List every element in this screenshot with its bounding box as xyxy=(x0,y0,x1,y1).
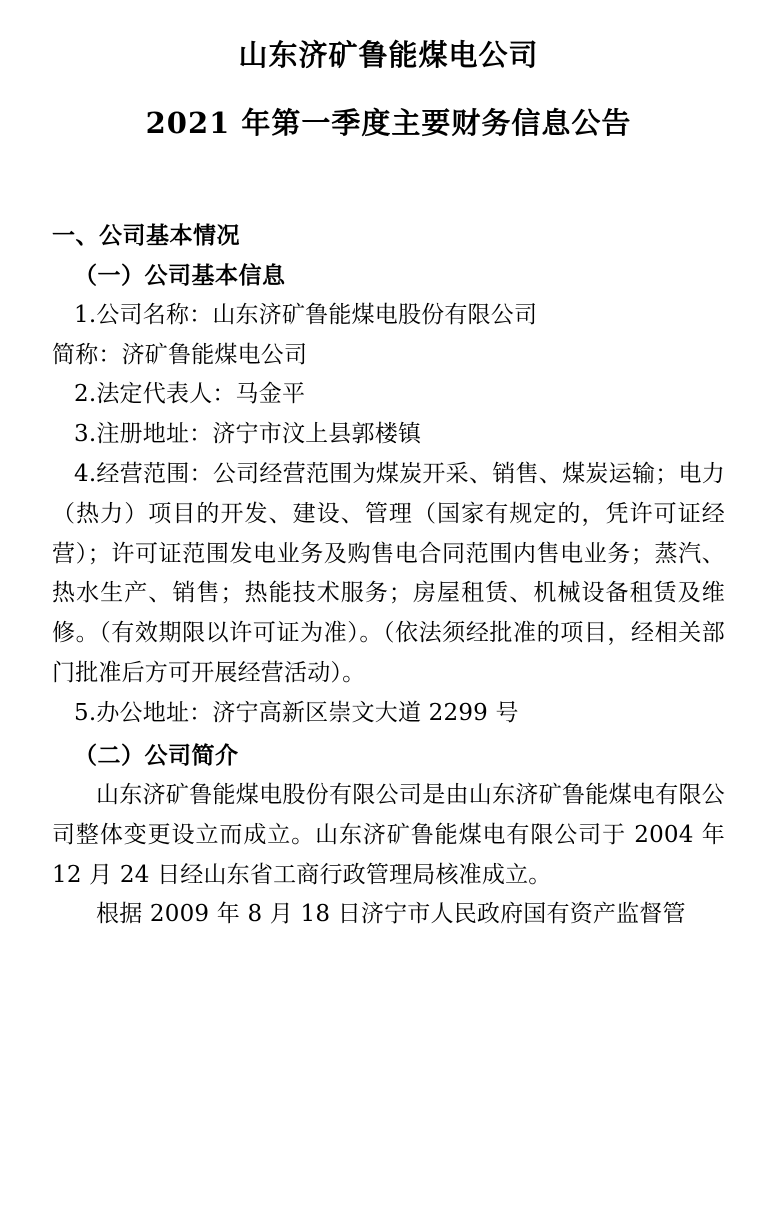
item-company-name: 1.公司名称：山东济矿鲁能煤电股份有限公司 xyxy=(74,301,538,328)
item-company-alias: 简称：济矿鲁能煤电公司 xyxy=(52,341,308,368)
page-title xyxy=(52,40,725,139)
paragraph-sasac-basis: 根据 2009 年 8 月 18 日济宁市人民政府国有资产监督管 xyxy=(96,901,686,928)
section-heading-company-overview: 一、公司基本情况 xyxy=(52,221,240,249)
title-line-1: 山东济矿鲁能煤电公司 xyxy=(238,38,539,72)
paragraph-company-history: 山东济矿鲁能煤电股份有限公司是由山东济矿鲁能煤电有限公司整体变更设立而成立。山东济矿鲁能煤电有限公司于 2004 年 12 月 24 日经山东省工商行政管理局核准成立。 xyxy=(52,781,725,888)
sub-heading-company-basic-info: （一）公司基本信息 xyxy=(74,262,286,290)
title-line-2: 2021 年第一季度主要财务信息公告 xyxy=(145,106,632,141)
item-legal-representative: 2.法定代表人：马金平 xyxy=(74,381,306,408)
item-office-address: 5.办公地址：济宁高新区崇文大道 2299 号 xyxy=(74,699,519,726)
item-business-scope: 4.经营范围：公司经营范围为煤炭开采、销售、煤炭运输；电力（热力）项目的开发、建设、管理（国家有规定的，凭许可证经营）；许可证范围发电业务及购售电合同范围内售电业务；蒸汽、热水生产、销售；热能技术服务；房屋租赁、机械设备租赁及维修。（有效期限以许可证为准）。（依法须经批准的项目，经相关部门批准后方可开展经营活动）。 xyxy=(52,461,725,686)
item-registered-address: 3.注册地址：济宁市汶上县郭楼镇 xyxy=(74,421,422,448)
title-spacer xyxy=(52,139,725,219)
sub-heading-company-profile: （二）公司简介 xyxy=(74,742,239,770)
